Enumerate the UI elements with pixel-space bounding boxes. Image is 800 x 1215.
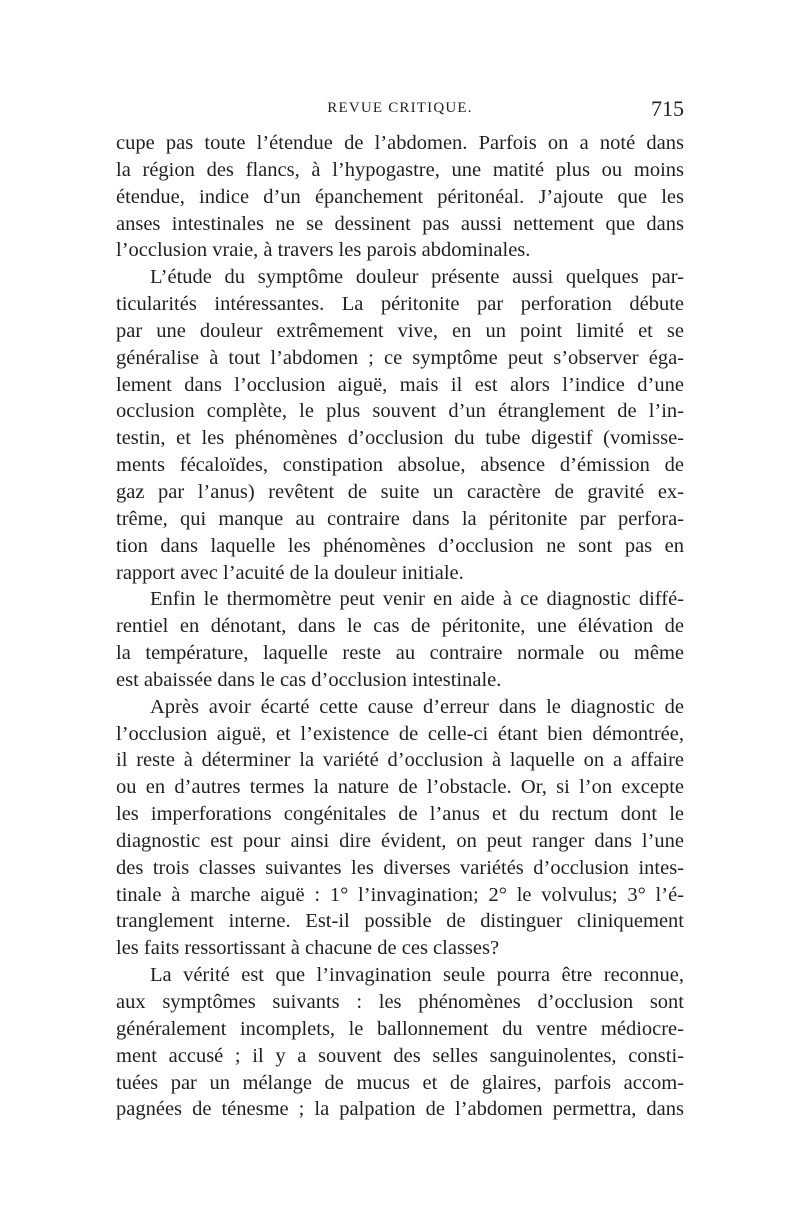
- text-line: aux symptômes suivants : les phénomènes d’occlusion sont: [116, 991, 684, 1013]
- text-line: occlusion complète, le plus souvent d’un étranglement de l’in-: [116, 400, 684, 423]
- text-line: l’occlusion aiguë, et l’existence de celle-ci étant bien démontrée,: [116, 722, 684, 745]
- text-line: pagnées de ténesme ; la palpation de l’abdomen permettra, dans: [116, 1098, 684, 1121]
- text-line: l’occlusion vraie, à travers les parois abdominales.: [116, 239, 531, 262]
- text-line: ou en d’autres termes la nature de l’obstacle. Or, si l’on excepte: [116, 776, 684, 799]
- text-line: trême, qui manque au contraire dans la péritonite par perfora-: [116, 507, 684, 530]
- body-text: [116, 130, 684, 1123]
- running-head: [116, 96, 684, 124]
- text-line: ments fécaloïdes, constipation absolue, absence d’émission de: [116, 454, 684, 477]
- text-line: par une douleur extrêmement vive, en un point limité et se: [116, 319, 684, 342]
- text-line: il reste à déterminer la variété d’occlusion à laquelle on a affaire: [116, 749, 684, 772]
- text-line: testin, et les phénomènes d’occlusion du tube digestif (vomisse-: [116, 427, 684, 450]
- text-line: généralement incomplets, le ballonnement du ventre médiocre-: [116, 1017, 684, 1040]
- text-line: ment accusé ; il y a souvent des selles sanguinolentes, consti-: [116, 1044, 684, 1067]
- text-line: lement dans l’occlusion aiguë, mais il est alors l’indice d’une: [116, 373, 684, 396]
- text-line: L’étude du symptôme douleur présente aussi quelques par-: [150, 266, 684, 289]
- text-line: tranglement interne. Est-il possible de distinguer cliniquement: [116, 910, 684, 933]
- text-line: est abaissée dans le cas d’occlusion intestinale.: [116, 668, 502, 691]
- text-line: Après avoir écarté cette cause d’erreur dans le diagnostic de: [150, 695, 684, 718]
- text-line: rentiel en dénotant, dans le cas de péritonite, une élévation de: [116, 615, 684, 638]
- text-line: la région des flancs, à l’hypogastre, une matité plus ou moins: [116, 158, 684, 181]
- text-line: La vérité est que l’invagination seule pourra être reconnue,: [150, 964, 684, 987]
- text-line: cupe pas toute l’étendue de l’abdomen. Parfois on a noté dans: [116, 132, 684, 154]
- text-line: étendue, indice d’un épanchement péritonéal. J’ajoute que les: [116, 185, 684, 208]
- text-line: ticularités intéressantes. La péritonite par perforation débute: [116, 293, 684, 316]
- text-line: gaz par l’anus) revêtent de suite un caractère de gravité ex-: [116, 480, 684, 503]
- text-line: rapport avec l’acuité de la douleur initiale.: [116, 561, 464, 584]
- text-line: diagnostic est pour ainsi dire évident, on peut ranger dans l’une: [116, 829, 684, 852]
- text-line: les imperforations congénitales de l’anus et du rectum dont le: [116, 803, 684, 826]
- text-line: des trois classes suivantes les diverses variétés d’occlusion intes-: [116, 856, 684, 879]
- text-line: les faits ressortissant à chacune de ces classes?: [116, 937, 500, 960]
- text-line: Enfin le thermomètre peut venir en aide à ce diagnostic diffé-: [150, 588, 684, 611]
- text-line: tinale à marche aiguë : 1° l’invagination; 2° le volvulus; 3° l’é-: [116, 883, 684, 906]
- text-line: tion dans laquelle les phénomènes d’occlusion ne sont pas en: [116, 534, 684, 557]
- text-line: la température, laquelle reste au contraire normale ou même: [116, 642, 684, 665]
- text-line: anses intestinales ne se dessinent pas aussi nettement que dans: [116, 212, 684, 235]
- text-line: tuées par un mélange de mucus et de glaires, parfois accom-: [116, 1071, 684, 1094]
- text-line: généralise à tout l’abdomen ; ce symptôme peut s’observer éga-: [116, 346, 684, 369]
- running-title: REVUE CRITIQUE.: [327, 100, 473, 116]
- page-number: 715: [651, 96, 684, 121]
